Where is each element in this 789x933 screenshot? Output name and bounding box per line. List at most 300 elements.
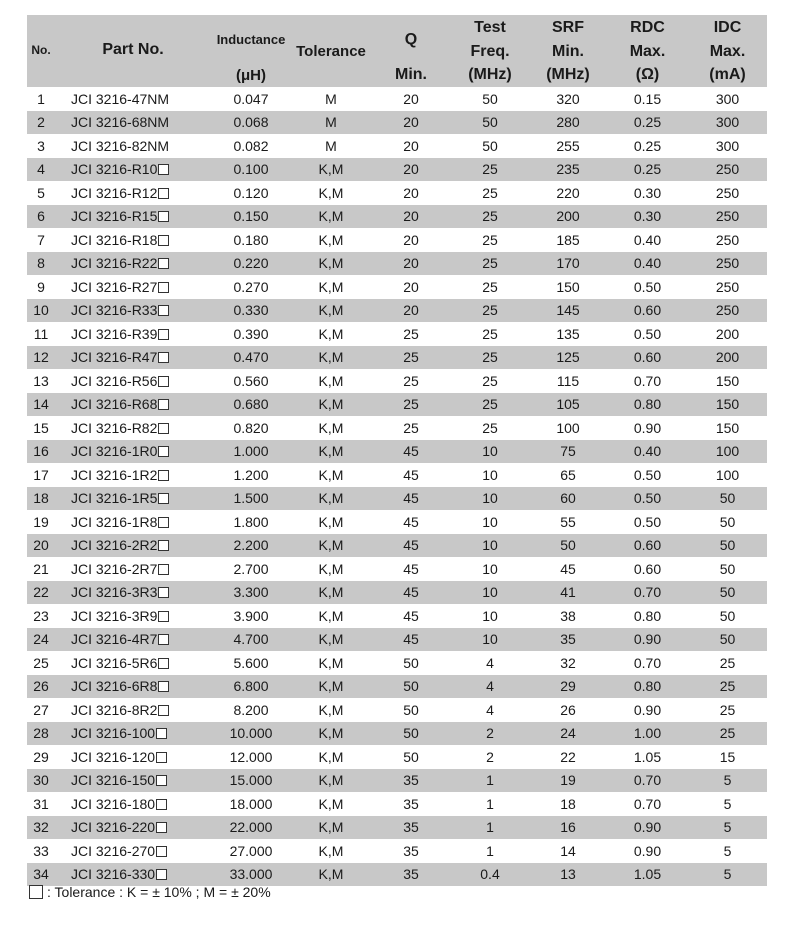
cell-idc-max-text: 250 [715,255,740,272]
header-srf [529,15,607,87]
cell-q-min [371,581,451,605]
tolerance-box-icon [158,352,169,363]
cell-test-freq-text: 1 [486,842,494,859]
cell-no-text: 33 [33,842,49,859]
cell-inductance-text: 0.120 [233,184,269,201]
cell-tolerance [291,322,371,346]
table-row [27,416,767,440]
cell-tolerance-text: K,M [318,419,344,436]
cell-no-text: 29 [33,748,49,765]
cell-part-no-text: JCI 3216-3R3 [71,584,158,601]
cell-srf-min [529,134,607,158]
cell-test-freq [451,181,529,205]
cell-srf-min [529,463,607,487]
cell-inductance [211,158,291,182]
cell-q-min [371,534,451,558]
cell-no [27,416,55,440]
cell-rdc-max [607,510,688,534]
cell-test-freq-text: 25 [482,231,498,248]
cell-srf-min [529,322,607,346]
cell-no [27,228,55,252]
cell-tolerance-text: K,M [318,466,344,483]
cell-test-freq-text: 0.4 [480,866,500,883]
cell-srf-min [529,557,607,581]
cell-test-freq-text: 4 [486,678,494,695]
cell-inductance [211,369,291,393]
cell-inductance [211,134,291,158]
cell-tolerance [291,581,371,605]
header-rdc [607,15,688,87]
cell-part-no-text: JCI 3216-R12 [71,184,158,201]
cell-no-text: 4 [37,161,45,178]
cell-tolerance [291,416,371,440]
table-row [27,769,767,793]
cell-inductance-text: 3.300 [233,584,269,601]
cell-test-freq-text: 25 [482,325,498,342]
cell-srf-min [529,369,607,393]
cell-no-text: 22 [33,584,49,601]
cell-part-no-text: JCI 3216-6R8 [71,678,158,695]
cell-tolerance [291,698,371,722]
table-row [27,651,767,675]
cell-q-min-text: 45 [403,466,419,483]
cell-rdc-max-text: 0.70 [633,584,662,601]
cell-rdc-max-text: 0.70 [633,654,662,671]
cell-test-freq [451,252,529,276]
tolerance-box-icon [158,493,169,504]
cell-no-text: 19 [33,513,49,530]
cell-srf-min-text: 60 [560,490,576,507]
cell-rdc-max [607,87,688,111]
cell-part-no-text: JCI 3216-220 [71,819,156,836]
table-row [27,816,767,840]
cell-rdc-max-text: 1.05 [633,866,662,883]
cell-idc-max-text: 250 [715,278,740,295]
cell-tolerance-text: K,M [318,584,344,601]
cell-test-freq-text: 25 [482,278,498,295]
cell-tolerance [291,134,371,158]
tolerance-box-icon [158,235,169,246]
cell-test-freq [451,346,529,370]
cell-srf-min [529,275,607,299]
table-row [27,839,767,863]
cell-inductance [211,863,291,887]
cell-srf-min [529,722,607,746]
header-srf-sub: Min. [552,43,584,60]
cell-q-min-text: 20 [403,255,419,272]
cell-inductance [211,346,291,370]
cell-idc-max [688,722,767,746]
cell-no-text: 16 [33,443,49,460]
cell-no [27,346,55,370]
cell-test-freq [451,158,529,182]
header-tolerance-label: Tolerance [296,43,366,60]
cell-inductance-text: 0.470 [233,349,269,366]
cell-idc-max-text: 25 [719,701,736,718]
tolerance-box-icon [156,775,167,786]
cell-q-min [371,651,451,675]
cell-no-text: 27 [33,701,49,718]
cell-part-no-text: JCI 3216-270 [71,842,156,859]
cell-srf-min [529,393,607,417]
cell-part-no [55,322,211,346]
cell-part-no-text: JCI 3216-2R2 [71,537,158,554]
table-row [27,205,767,229]
cell-test-freq [451,510,529,534]
cell-q-min [371,463,451,487]
cell-q-min [371,745,451,769]
cell-part-no [55,111,211,135]
cell-tolerance-text: K,M [318,748,344,765]
cell-test-freq [451,534,529,558]
cell-tolerance [291,534,371,558]
cell-srf-min-text: 135 [556,325,580,342]
cell-rdc-max-text: 0.80 [633,396,662,413]
cell-part-no [55,487,211,511]
cell-srf-min-text: 145 [556,302,580,319]
cell-no [27,863,55,887]
cell-rdc-max [607,604,688,628]
cell-q-min [371,416,451,440]
cell-idc-max-text: 50 [719,537,736,554]
cell-idc-max-text: 150 [715,372,740,389]
cell-part-no-text: JCI 3216-5R6 [71,654,158,671]
cell-rdc-max-text: 0.80 [633,678,662,695]
cell-srf-min-text: 50 [560,537,576,554]
cell-tolerance [291,181,371,205]
cell-part-no-text: JCI 3216-2R7 [71,560,158,577]
cell-idc-max [688,228,767,252]
table-row [27,487,767,511]
cell-rdc-max-text: 0.70 [633,772,662,789]
cell-q-min-text: 20 [403,137,419,154]
cell-inductance-text: 0.560 [233,372,269,389]
cell-q-min [371,722,451,746]
cell-idc-max [688,628,767,652]
cell-srf-min [529,510,607,534]
tolerance-box-icon [158,658,169,669]
cell-q-min-text: 25 [403,325,419,342]
cell-idc-max [688,346,767,370]
cell-tolerance-text: K,M [318,490,344,507]
cell-rdc-max [607,463,688,487]
cell-part-no [55,228,211,252]
header-test-freq [451,15,529,87]
cell-test-freq-text: 50 [482,90,498,107]
cell-srf-min-text: 24 [560,725,576,742]
cell-test-freq-text: 10 [482,466,498,483]
cell-part-no-text: JCI 3216-1R5 [71,490,158,507]
cell-tolerance-text: K,M [318,701,344,718]
cell-inductance [211,440,291,464]
cell-no [27,87,55,111]
cell-inductance-text: 10.000 [229,725,273,742]
table-row [27,158,767,182]
cell-tolerance-text: K,M [318,443,344,460]
cell-srf-min [529,698,607,722]
header-no-label: No. [31,43,51,57]
tolerance-box-icon [158,423,169,434]
cell-idc-max [688,792,767,816]
cell-no [27,581,55,605]
tolerance-box-icon [158,681,169,692]
cell-rdc-max [607,393,688,417]
cell-idc-max [688,205,767,229]
cell-idc-max-text: 200 [715,349,740,366]
cell-idc-max-text: 100 [715,443,740,460]
cell-idc-max-text: 5 [723,772,732,789]
cell-tolerance-text: K,M [318,372,344,389]
cell-srf-min-text: 32 [560,654,576,671]
header-idc-label: IDC [713,19,742,36]
cell-idc-max [688,745,767,769]
cell-test-freq [451,745,529,769]
cell-no [27,158,55,182]
cell-inductance [211,181,291,205]
cell-part-no [55,792,211,816]
cell-inductance-text: 0.820 [233,419,269,436]
cell-part-no [55,416,211,440]
table-row [27,557,767,581]
cell-test-freq-text: 10 [482,584,498,601]
cell-tolerance [291,769,371,793]
cell-no [27,698,55,722]
cell-no [27,181,55,205]
cell-inductance [211,111,291,135]
header-freq-unit: (MHz) [468,66,512,83]
cell-q-min-text: 35 [403,842,419,859]
cell-rdc-max-text: 0.60 [633,560,662,577]
cell-q-min [371,557,451,581]
cell-test-freq [451,463,529,487]
tolerance-box-icon [156,728,167,739]
cell-srf-min [529,346,607,370]
cell-srf-min-text: 320 [556,90,580,107]
cell-test-freq [451,581,529,605]
cell-rdc-max-text: 0.60 [633,537,662,554]
cell-tolerance [291,675,371,699]
table-row [27,111,767,135]
cell-q-min-text: 20 [403,184,419,201]
table-row [27,275,767,299]
cell-inductance-text: 1.800 [233,513,269,530]
cell-tolerance-text: M [325,137,337,154]
cell-q-min-text: 45 [403,631,419,648]
cell-rdc-max [607,181,688,205]
header-no [27,15,55,87]
cell-rdc-max [607,275,688,299]
cell-test-freq [451,675,529,699]
cell-test-freq [451,111,529,135]
cell-rdc-max [607,440,688,464]
table-row [27,322,767,346]
cell-inductance-text: 0.068 [233,114,269,131]
cell-test-freq [451,393,529,417]
cell-srf-min [529,205,607,229]
cell-srf-min [529,816,607,840]
cell-tolerance-text: K,M [318,819,344,836]
cell-part-no [55,604,211,628]
cell-no [27,675,55,699]
cell-tolerance [291,722,371,746]
header-tolerance [291,15,371,87]
cell-inductance-text: 2.200 [233,537,269,554]
cell-q-min-text: 35 [403,795,419,812]
cell-no [27,393,55,417]
cell-test-freq [451,839,529,863]
cell-test-freq-text: 10 [482,513,498,530]
table-body [27,87,767,886]
table-row [27,346,767,370]
cell-srf-min-text: 41 [560,584,576,601]
tolerance-box-icon [156,799,167,810]
cell-srf-min-text: 220 [556,184,580,201]
cell-idc-max-text: 200 [715,325,740,342]
cell-test-freq [451,722,529,746]
cell-rdc-max-text: 0.90 [633,631,662,648]
cell-tolerance-text: K,M [318,231,344,248]
cell-tolerance [291,745,371,769]
cell-part-no-text: JCI 3216-R39 [71,325,158,342]
cell-no-text: 25 [33,654,49,671]
cell-q-min-text: 25 [403,396,419,413]
cell-inductance-text: 0.220 [233,255,269,272]
cell-q-min [371,604,451,628]
cell-inductance-text: 0.330 [233,302,269,319]
cell-rdc-max [607,863,688,887]
cell-q-min-text: 45 [403,584,419,601]
cell-no-text: 21 [33,560,49,577]
cell-test-freq [451,369,529,393]
cell-q-min [371,863,451,887]
cell-test-freq [451,416,529,440]
cell-rdc-max [607,416,688,440]
cell-idc-max [688,839,767,863]
cell-test-freq [451,134,529,158]
cell-no [27,628,55,652]
cell-test-freq-text: 4 [486,654,494,671]
cell-rdc-max [607,111,688,135]
cell-rdc-max [607,557,688,581]
cell-q-min-text: 50 [403,748,419,765]
cell-inductance [211,534,291,558]
cell-srf-min-text: 14 [560,842,576,859]
cell-idc-max-text: 250 [715,208,740,225]
cell-test-freq [451,863,529,887]
cell-idc-max [688,87,767,111]
cell-tolerance-text: K,M [318,772,344,789]
tolerance-box-icon [156,869,167,880]
cell-srf-min-text: 35 [560,631,576,648]
cell-q-min-text: 35 [403,866,419,883]
cell-rdc-max [607,205,688,229]
cell-srf-min [529,863,607,887]
cell-no-text: 31 [33,795,49,812]
cell-test-freq-text: 25 [482,184,498,201]
cell-test-freq-text: 10 [482,490,498,507]
cell-srf-min [529,158,607,182]
cell-test-freq-text: 10 [482,560,498,577]
cell-srf-min-text: 170 [556,255,580,272]
cell-q-min [371,839,451,863]
cell-part-no [55,346,211,370]
cell-inductance [211,651,291,675]
cell-tolerance-text: K,M [318,678,344,695]
cell-part-no [55,463,211,487]
cell-tolerance [291,839,371,863]
cell-idc-max-text: 300 [715,114,740,131]
cell-srf-min [529,675,607,699]
cell-q-min [371,698,451,722]
cell-inductance [211,275,291,299]
cell-no [27,510,55,534]
tolerance-box-icon [158,705,169,716]
cell-test-freq-text: 50 [482,137,498,154]
table-row [27,510,767,534]
cell-tolerance [291,651,371,675]
cell-test-freq-text: 25 [482,302,498,319]
cell-srf-min-text: 26 [560,701,576,718]
cell-no [27,839,55,863]
cell-no-text: 32 [33,819,49,836]
cell-idc-max-text: 50 [719,513,736,530]
cell-idc-max-text: 300 [715,137,740,154]
cell-no-text: 10 [33,302,49,319]
cell-inductance [211,792,291,816]
tolerance-box-icon [156,822,167,833]
cell-q-min [371,158,451,182]
tolerance-box-icon [158,376,169,387]
header-q-label: Q [404,31,418,48]
cell-q-min [371,228,451,252]
cell-idc-max [688,416,767,440]
cell-tolerance [291,510,371,534]
table-row [27,87,767,111]
cell-part-no-text: JCI 3216-47NM [71,90,170,107]
cell-rdc-max-text: 0.50 [633,325,662,342]
cell-part-no [55,534,211,558]
cell-q-min [371,134,451,158]
cell-idc-max-text: 50 [719,490,736,507]
cell-no [27,487,55,511]
cell-part-no-text: JCI 3216-330 [71,866,156,883]
cell-no [27,205,55,229]
cell-tolerance-text: K,M [318,349,344,366]
tolerance-box-icon [156,846,167,857]
cell-q-min-text: 50 [403,701,419,718]
cell-inductance [211,628,291,652]
cell-srf-min-text: 150 [556,278,580,295]
cell-tolerance-text: K,M [318,537,344,554]
cell-part-no-text: JCI 3216-1R2 [71,466,158,483]
header-part-no-label: Part No. [102,41,164,58]
cell-inductance [211,722,291,746]
tolerance-box-icon [158,540,169,551]
cell-rdc-max-text: 0.40 [633,443,662,460]
header-rdc-unit: (Ω) [635,66,660,83]
cell-q-min-text: 20 [403,278,419,295]
cell-tolerance-text: K,M [318,278,344,295]
cell-tolerance-text: K,M [318,161,344,178]
cell-inductance [211,228,291,252]
table-row [27,581,767,605]
tolerance-box-icon [156,752,167,763]
cell-idc-max [688,440,767,464]
cell-srf-min-text: 100 [556,419,580,436]
table-row [27,252,767,276]
cell-idc-max [688,816,767,840]
cell-idc-max-text: 250 [715,184,740,201]
